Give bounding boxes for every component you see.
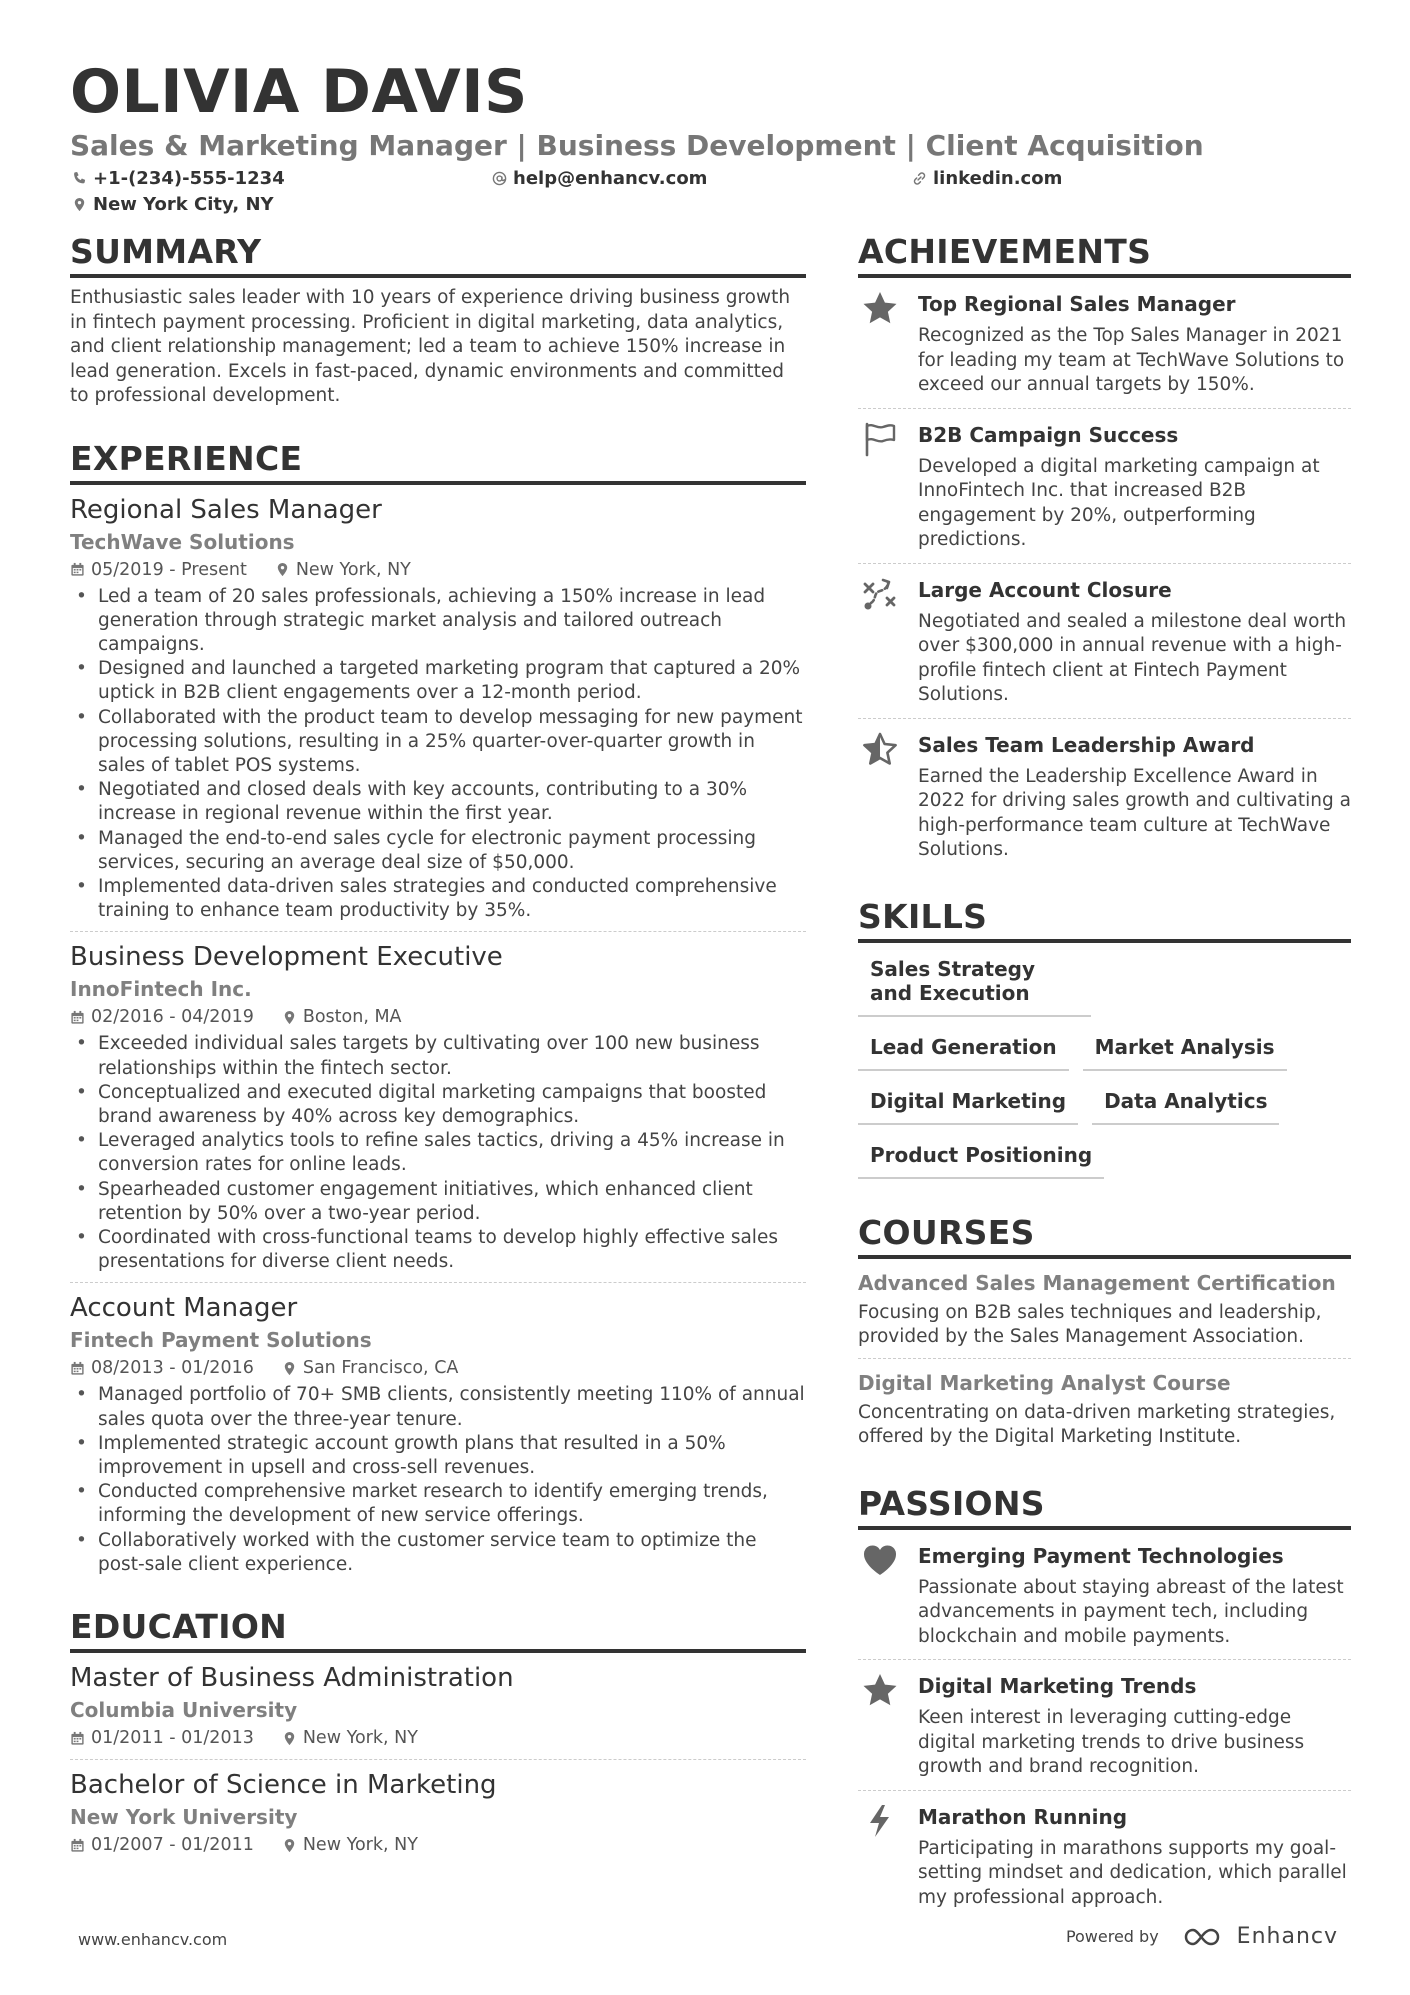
location-text: San Francisco, CA [302, 1358, 459, 1379]
location-pin-icon [275, 562, 290, 577]
experience-entry [70, 932, 806, 1283]
location-text: New York, NY [302, 1835, 418, 1855]
passion-item-description: Keen interest in leveraging cutting-edge digital marketing trends to drive business growth and brand recognition. [918, 1707, 1305, 1777]
achievement-item-body [918, 421, 1351, 553]
education-entry [70, 1760, 806, 1866]
location-pin-icon [72, 197, 87, 212]
powered-by-label: Powered by [1065, 1927, 1159, 1946]
location-pin-icon [282, 1731, 297, 1746]
achievement-item-title: Large Account Closure [918, 577, 1172, 602]
calendar-icon [70, 562, 85, 577]
section-title-achievements: ACHIEVEMENTS [858, 232, 1351, 278]
star-icon-svg [862, 1672, 898, 1708]
infinity-logo-icon [1179, 1925, 1227, 1949]
location-text: New York City, NY [93, 194, 274, 215]
star-outline-icon-svg [862, 731, 898, 767]
education-section [70, 1607, 806, 1866]
link-icon [912, 171, 927, 186]
achievement-item [858, 564, 1351, 719]
at-icon [492, 171, 507, 186]
achievement-item-title: Top Regional Sales Manager [918, 292, 1236, 316]
calendar-icon [70, 1731, 85, 1746]
bullet-item: • Designed and launched a targeted marketing program that captured a 20% uptick in B2B client engagements over a 12-month period. [70, 657, 806, 705]
skills-list [858, 955, 1351, 1179]
courses-section [858, 1213, 1351, 1458]
passion-item [858, 1660, 1351, 1791]
skill-tag: Digital Marketing [858, 1087, 1078, 1125]
achievement-item-body [918, 731, 1351, 863]
experience-section [70, 439, 806, 1586]
route-icon [858, 576, 918, 708]
star-outline-icon [858, 731, 918, 863]
phone-text: +1-(234)-555-1234 [93, 168, 285, 189]
experience-entry [70, 485, 806, 933]
job-company: Fintech Payment Solutions [70, 1328, 372, 1353]
job-company: TechWave Solutions [70, 529, 295, 554]
section-title-courses: COURSES [858, 1213, 1351, 1259]
skill-tag: Product Positioning [858, 1141, 1104, 1179]
location [282, 1725, 418, 1751]
skill-tag: Market Analysis [1083, 1033, 1287, 1071]
achievements-list [858, 278, 1351, 873]
job-role: Regional Sales Manager [70, 494, 382, 525]
summary-section [70, 232, 806, 409]
course-item [858, 1359, 1351, 1458]
location-pin-icon-svg [275, 562, 290, 577]
job-company: InnoFintech Inc. [70, 977, 252, 1002]
location [275, 557, 411, 583]
achievement-item-title: Sales Team Leadership Award [918, 732, 1255, 757]
bullet-item: • Exceeded individual sales targets by cultivating over 100 new business relationships within the fintech sector. [70, 1032, 806, 1080]
bullet-item: • Conceptualized and executed digital marketing campaigns that boosted brand awareness by 40% across key demographics. [70, 1081, 806, 1129]
achievement-item-description: Earned the Leadership Excellence Award in 2022 for driving sales growth and cultivating a high-performance team culture at TechWave Solutions. [918, 765, 1351, 860]
flag-icon [858, 421, 918, 553]
job-bullets [70, 585, 806, 924]
section-title-passions: PASSIONS [858, 1484, 1351, 1530]
school: New York University [70, 1805, 298, 1829]
right-column [858, 232, 1351, 1950]
achievement-item-description: Negotiated and sealed a milestone deal worth over $300,000 in annual revenue with a high-profile fintech client at Fintech Payment Solutions. [918, 610, 1347, 705]
location-pin-icon-svg [282, 1361, 297, 1376]
achievement-item-body [918, 290, 1351, 398]
footer-website[interactable]: www.enhancv.com [78, 1930, 228, 1949]
calendar-icon-svg [70, 1731, 85, 1746]
heart-icon [858, 1542, 918, 1650]
section-title-skills: SKILLS [858, 897, 1351, 943]
passion-item [858, 1530, 1351, 1661]
bullet-item: • Implemented strategic account growth plans that resulted in a 50% improvement in upsell and cross-sell revenues. [70, 1432, 806, 1480]
lightning-icon [858, 1803, 918, 1911]
skill-tag: Data Analytics [1092, 1087, 1279, 1125]
page-footer [78, 1924, 1338, 1964]
section-title-experience: EXPERIENCE [70, 439, 806, 485]
brand-logo[interactable] [1179, 1924, 1338, 1949]
achievement-item [858, 409, 1351, 564]
job-role: Account Manager [70, 1293, 298, 1324]
footer-branding [1066, 1924, 1338, 1949]
contact-email[interactable] [492, 168, 707, 189]
location-text: New York, NY [295, 559, 411, 580]
bullet-item: • Managed portfolio of 70+ SMB clients, consistently meeting 110% of annual sales quota over the three-year tenure. [70, 1383, 806, 1431]
contact-location [72, 194, 274, 215]
location-text: Boston, MA [302, 1007, 402, 1028]
achievement-item-title: B2B Campaign Success [918, 422, 1179, 447]
courses-list [858, 1259, 1351, 1458]
location-pin-icon-svg [282, 1731, 297, 1746]
course-title: Digital Marketing Analyst Course [858, 1370, 1231, 1395]
route-icon-svg [862, 576, 898, 612]
school: Columbia University [70, 1698, 298, 1722]
star-icon-svg [862, 290, 898, 326]
candidate-name: OLIVIA DAVIS [70, 57, 528, 127]
achievement-item-body [918, 576, 1351, 708]
heart-icon-svg [862, 1542, 898, 1578]
date-location-row [70, 1004, 806, 1030]
bullet-item: • Collaborated with the product team to develop messaging for new payment processing solutions, resulting in a 25% quarter-over-quarter growth in sales of tablet POS systems. [70, 706, 806, 779]
location [282, 1355, 459, 1381]
section-title-education: EDUCATION [70, 1607, 806, 1653]
star-icon [858, 290, 918, 398]
summary-text: Enthusiastic sales leader with 10 years of experience driving business growth in fintech payment processing. Proficient in digital marketing, data analytics, and client relationship management; led a team to achieve 150% increase in lead generation. Excels in fast-paced, dynamic environments and committed to professional development. [70, 287, 791, 406]
location-pin-icon-svg [282, 1010, 297, 1025]
calendar-icon [70, 1838, 85, 1853]
passion-item-body [918, 1542, 1351, 1650]
location [282, 1832, 418, 1858]
date-location-row [70, 557, 806, 583]
skill-tag: Lead Generation [858, 1033, 1069, 1071]
brand-name: Enhancv [1236, 1924, 1338, 1949]
job-bullets [70, 1032, 806, 1274]
passions-section [858, 1484, 1351, 1921]
passion-item-body [918, 1672, 1351, 1780]
achievement-item [858, 278, 1351, 409]
bullet-item: • Managed the end-to-end sales cycle for electronic payment processing services, securing an average deal size of $50,000. [70, 827, 806, 875]
section-title-summary: SUMMARY [70, 232, 806, 278]
bullet-item: • Collaboratively worked with the customer service team to optimize the post-sale client experience. [70, 1529, 806, 1577]
passion-item-body [918, 1803, 1351, 1911]
date-range: 08/2013 - 01/2016 [91, 1358, 254, 1379]
linkedin-text: linkedin.com [933, 168, 1063, 189]
resume-header [70, 58, 1350, 228]
passion-item-title: Marathon Running [918, 1804, 1128, 1829]
email-text: help@enhancv.com [513, 168, 708, 189]
education-list [70, 1653, 806, 1866]
degree: Bachelor of Science in Marketing [70, 1770, 497, 1800]
calendar-icon-svg [70, 1361, 85, 1376]
calendar-icon [70, 1361, 85, 1376]
contact-linkedin[interactable] [912, 168, 1062, 189]
course-item [858, 1259, 1351, 1359]
date-location-row [70, 1725, 806, 1751]
location [282, 1004, 402, 1030]
lightning-icon-svg [862, 1803, 898, 1839]
passion-item-description: Participating in marathons supports my goal-setting mindset and dedication, which parallel my professional approach. [918, 1837, 1347, 1908]
date-range: 01/2011 - 01/2013 [91, 1728, 254, 1748]
calendar-icon-svg [70, 1010, 85, 1025]
passions-list [858, 1530, 1351, 1921]
achievements-section [858, 232, 1351, 873]
achievement-item-description: Developed a digital marketing campaign at InnoFintech Inc. that increased B2B engagement by 20%, outperforming predictions. [918, 455, 1320, 550]
bullet-item: • Led a team of 20 sales professionals, achieving a 150% increase in lead generation through strategic market analysis and tailored outreach campaigns. [70, 585, 806, 658]
candidate-headline: Sales & Marketing Manager | Business Development | Client Acquisition [70, 129, 1204, 162]
contact-phone[interactable] [72, 168, 285, 189]
phone-icon [72, 171, 87, 186]
passion-item-description: Passionate about staying abreast of the latest advancements in payment tech, including blockchain and mobile payments. [918, 1576, 1344, 1647]
course-title: Advanced Sales Management Certification [858, 1270, 1336, 1295]
date-location-row [70, 1832, 806, 1858]
location-text: New York, NY [302, 1728, 418, 1748]
job-role: Business Development Executive [70, 942, 503, 973]
passion-item [858, 1791, 1351, 1921]
date-range: 05/2019 - Present [91, 559, 247, 580]
passion-item-title: Emerging Payment Technologies [918, 1543, 1284, 1568]
achievement-item-description: Recognized as the Top Sales Manager in 2021 for leading my team at TechWave Solutions to exceed our annual targets by 150%. [918, 325, 1345, 395]
calendar-icon-svg [70, 1838, 85, 1853]
course-description: Focusing on B2B sales techniques and leadership, provided by the Sales Management Association. [858, 1301, 1322, 1347]
date-range: 02/2016 - 04/2019 [91, 1007, 254, 1028]
location-pin-icon [282, 1361, 297, 1376]
bullet-item: • Leveraged analytics tools to refine sales tactics, driving a 45% increase in conversion rates for online leads. [70, 1129, 806, 1177]
star-icon [858, 1672, 918, 1780]
skills-section [858, 897, 1351, 1179]
skill-tag: Sales Strategy and Execution [858, 955, 1091, 1017]
bullet-item: • Conducted comprehensive market research to identify emerging trends, informing the development of new service offerings. [70, 1480, 806, 1528]
passion-item-title: Digital Marketing Trends [918, 1674, 1197, 1698]
location-pin-icon-svg [282, 1838, 297, 1853]
degree: Master of Business Administration [70, 1663, 514, 1693]
calendar-icon-svg [70, 562, 85, 577]
date-location-row [70, 1355, 806, 1381]
experience-list [70, 485, 806, 1586]
job-bullets [70, 1383, 806, 1577]
experience-entry [70, 1283, 806, 1585]
calendar-icon [70, 1010, 85, 1025]
flag-icon-svg [862, 421, 898, 457]
bullet-item: • Negotiated and closed deals with key accounts, contributing to a 30% increase in regional revenue within the first year. [70, 778, 806, 826]
bullet-item: • Implemented data-driven sales strategies and conducted comprehensive training to enhance team productivity by 35%. [70, 875, 806, 923]
location-pin-icon [282, 1010, 297, 1025]
bullet-item: • Coordinated with cross-functional teams to develop highly effective sales presentations for diverse client needs. [70, 1226, 806, 1274]
course-description: Concentrating on data-driven marketing strategies, offered by the Digital Marketing Institute. [858, 1401, 1336, 1447]
left-column [70, 232, 806, 1896]
education-entry [70, 1653, 806, 1760]
contact-info [70, 168, 1350, 228]
date-range: 01/2007 - 01/2011 [91, 1835, 254, 1855]
achievement-item [858, 719, 1351, 873]
location-pin-icon [282, 1838, 297, 1853]
bullet-item: • Spearheaded customer engagement initiatives, which enhanced client retention by 50% over a two-year period. [70, 1178, 806, 1226]
